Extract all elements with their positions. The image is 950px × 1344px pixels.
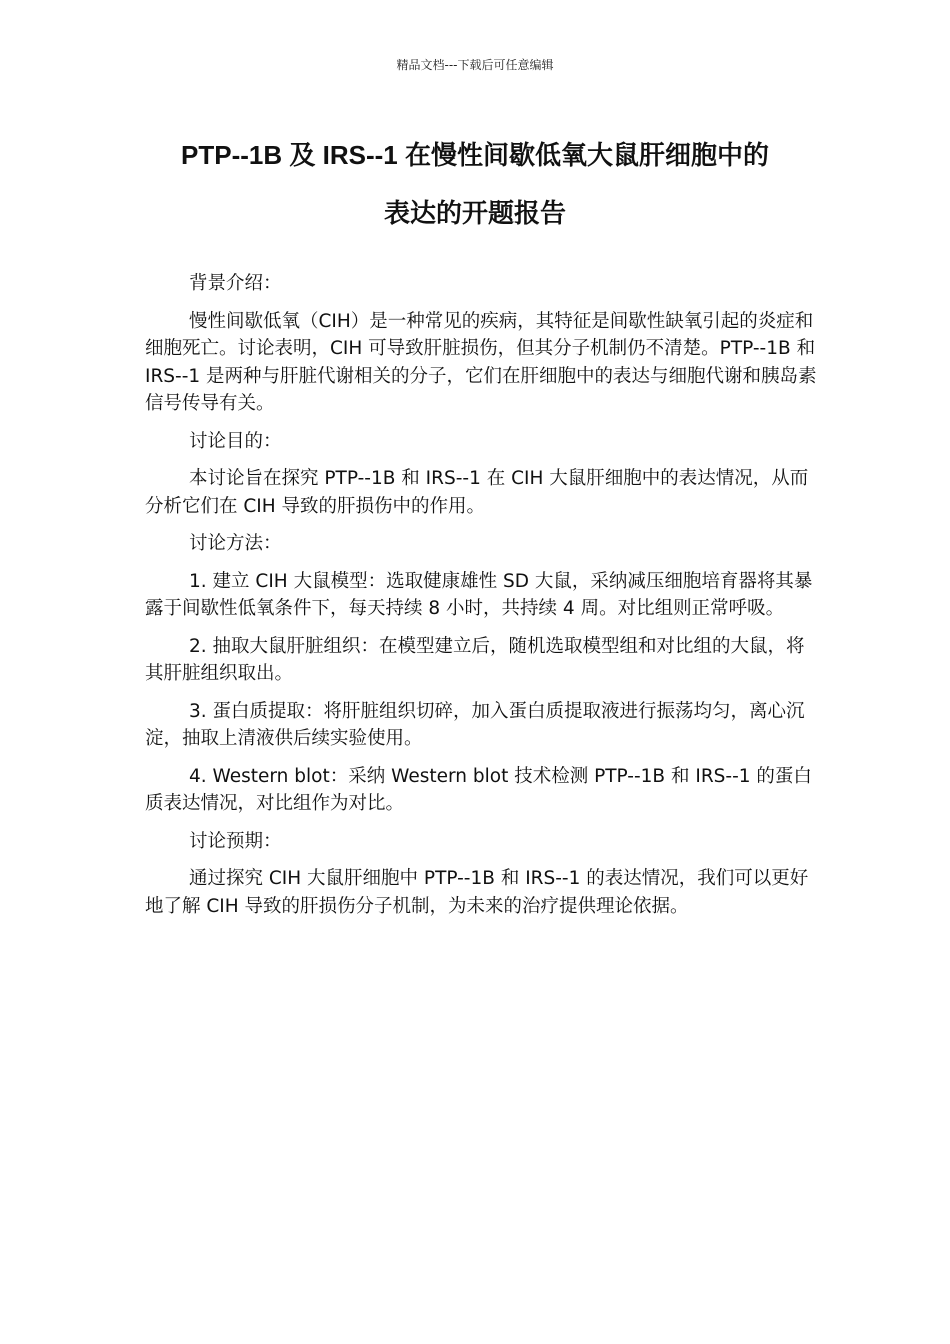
- header-note: 精品文档---下载后可任意编辑: [396, 58, 554, 72]
- expectation-paragraph: 通过探究 CIH 大鼠肝细胞中 PTP--1B 和 IRS--1 的表达情况，我们可以更好地了解 CIH 导致的肝损伤分子机制，为未来的治疗提供理论依据。: [145, 868, 809, 917]
- methods-heading: 讨论方法：: [189, 533, 282, 554]
- document-body: [145, 270, 817, 930]
- method-step-1: 1. 建立 CIH 大鼠模型：选取健康雄性 SD 大鼠，采纳减压细胞培育器将其暴露于间歇性低氧条件下，每天持续 8 小时，共持续 4 周。对比组则正常呼吸。: [145, 570, 813, 619]
- document-title-line-2: 表达的开题报告: [383, 198, 566, 228]
- purpose-paragraph: 本讨论旨在探究 PTP--1B 和 IRS--1 在 CIH 大鼠肝细胞中的表达情况，从而分析它们在 CIH 导致的肝损伤中的作用。: [145, 468, 809, 517]
- method-step-4: 4. Western blot：采纳 Western blot 技术检测 PTP--1B 和 IRS--1 的蛋白质表达情况，对比组作为对比。: [145, 765, 812, 814]
- method-step-2: 2. 抽取大鼠肝脏组织：在模型建立后，随机选取模型组和对比组的大鼠，将其肝脏组织取出。: [145, 635, 805, 684]
- purpose-heading: 讨论目的：: [189, 430, 282, 452]
- background-heading: 背景介绍：: [189, 273, 282, 294]
- expectation-heading: 讨论预期：: [189, 830, 282, 852]
- method-step-3: 3. 蛋白质提取：将肝脏组织切碎，加入蛋白质提取液进行振荡均匀，离心沉淀，抽取上清液供后续实验使用。: [145, 700, 805, 749]
- background-paragraph: 慢性间歇低氧（CIH）是一种常见的疾病，其特征是间歇性缺氧引起的炎症和细胞死亡。讨论表明，CIH 可导致肝脏损伤，但其分子机制仍不清楚。PTP--1B 和 IRS--1 是两种与肝脏代谢相关的分子，它们在肝细胞中的表达与细胞代谢和胰岛素信号传导有关。: [145, 310, 817, 414]
- document-title-line-1: PTP--1B 及 IRS--1 在慢性间歇低氧大鼠肝细胞中的: [181, 140, 769, 170]
